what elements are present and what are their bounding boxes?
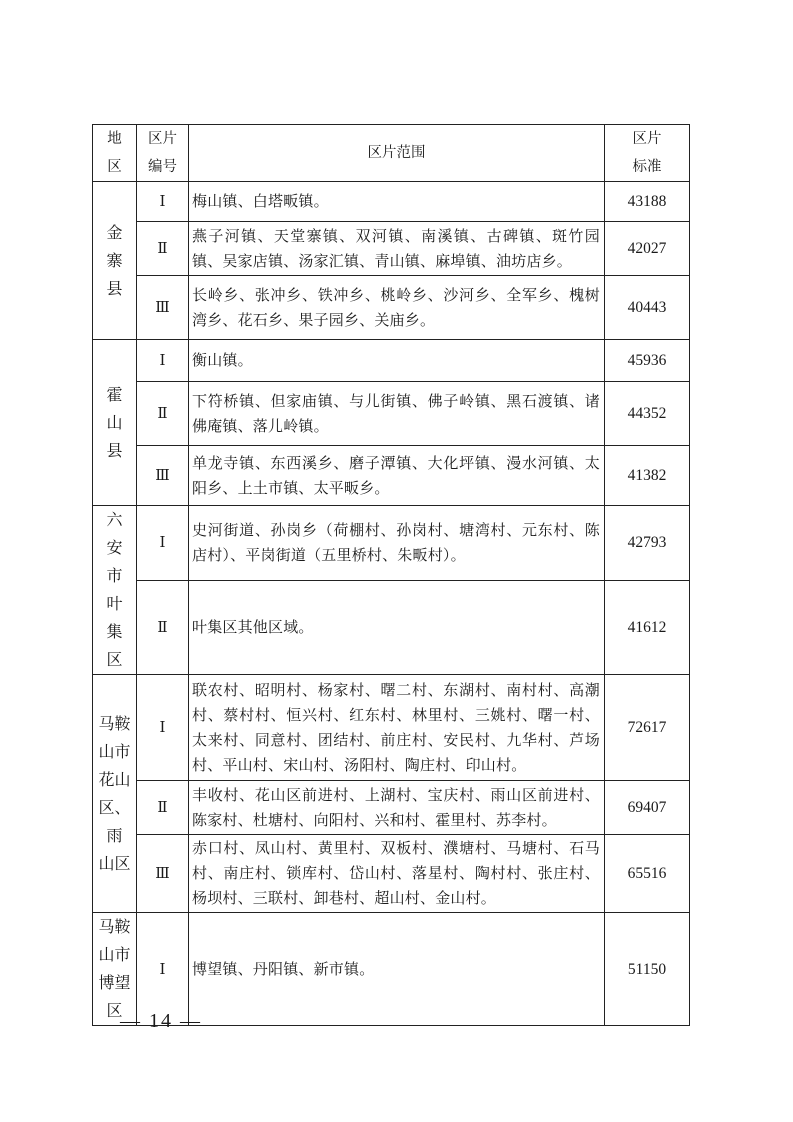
standard-cell: 72617 <box>605 675 690 781</box>
land-price-table <box>92 124 690 1026</box>
table-row <box>93 222 690 276</box>
code-cell: Ⅲ <box>137 446 189 506</box>
scope-cell: 博望镇、丹阳镇、新市镇。 <box>189 913 605 1026</box>
code-cell: Ⅰ <box>137 340 189 382</box>
standard-cell: 42027 <box>605 222 690 276</box>
scope-cell: 赤口村、凤山村、黄里村、双板村、濮塘村、马塘村、石马村、南庄村、锁库村、岱山村、落星村、陶村村、张庄村、杨坝村、三联村、卸巷村、超山村、金山村。 <box>189 835 605 913</box>
table-row <box>93 446 690 506</box>
header-code: 区片 编号 <box>137 125 189 182</box>
scope-cell: 叶集区其他区域。 <box>189 580 605 674</box>
scope-cell: 单龙寺镇、东西溪乡、磨子潭镇、大化坪镇、漫水河镇、太阳乡、上土市镇、太平畈乡。 <box>189 446 605 506</box>
table-row <box>93 835 690 913</box>
scope-cell: 联农村、昭明村、杨家村、曙二村、东湖村、南村村、高潮村、蔡村村、恒兴村、红东村、林里村、三姚村、曙一村、太来村、同意村、团结村、前庄村、安民村、九华村、芦场村、平山村、宋山村、汤阳村、陶庄村、印山村。 <box>189 675 605 781</box>
standard-cell: 41382 <box>605 446 690 506</box>
code-cell: Ⅱ <box>137 222 189 276</box>
standard-cell: 42793 <box>605 506 690 581</box>
header-region: 地 区 <box>93 125 137 182</box>
scope-cell: 丰收村、花山区前进村、上湖村、宝庆村、雨山区前进村、陈家村、杜塘村、向阳村、兴和村、霍里村、苏李村。 <box>189 781 605 835</box>
code-cell: Ⅲ <box>137 835 189 913</box>
region-cell: 金 寨 县 <box>93 182 137 340</box>
scope-cell: 燕子河镇、天堂寨镇、双河镇、南溪镇、古碑镇、斑竹园镇、吴家店镇、汤家汇镇、青山镇、麻埠镇、油坊店乡。 <box>189 222 605 276</box>
region-cell: 霍 山 县 <box>93 340 137 506</box>
scope-cell: 长岭乡、张冲乡、铁冲乡、桃岭乡、沙河乡、全军乡、槐树湾乡、花石乡、果子园乡、关庙乡。 <box>189 276 605 340</box>
code-cell: Ⅰ <box>137 182 189 222</box>
table-row <box>93 382 690 446</box>
code-cell: Ⅰ <box>137 675 189 781</box>
standard-cell: 65516 <box>605 835 690 913</box>
region-cell: 六 安 市 叶 集 区 <box>93 506 137 675</box>
table-row <box>93 276 690 340</box>
page-number: — 14 — <box>120 1010 202 1032</box>
table-row <box>93 340 690 382</box>
region-cell: 马鞍 山市 博望 区 <box>93 913 137 1026</box>
scope-cell: 史河街道、孙岗乡（荷棚村、孙岗村、塘湾村、元东村、陈店村）、平岗街道（五里桥村、朱畈村）。 <box>189 506 605 581</box>
standard-cell: 69407 <box>605 781 690 835</box>
code-cell: Ⅲ <box>137 276 189 340</box>
code-cell: Ⅰ <box>137 913 189 1026</box>
code-cell: Ⅰ <box>137 506 189 581</box>
code-cell: Ⅱ <box>137 781 189 835</box>
header-scope: 区片范围 <box>189 125 605 182</box>
header-standard: 区片 标准 <box>605 125 690 182</box>
table-row <box>93 781 690 835</box>
standard-cell: 43188 <box>605 182 690 222</box>
standard-cell: 51150 <box>605 913 690 1026</box>
standard-cell: 44352 <box>605 382 690 446</box>
table-row <box>93 182 690 222</box>
region-cell: 马鞍 山市 花山 区、雨 山区 <box>93 675 137 913</box>
code-cell: Ⅱ <box>137 382 189 446</box>
standard-cell: 45936 <box>605 340 690 382</box>
standard-cell: 40443 <box>605 276 690 340</box>
table-row <box>93 675 690 781</box>
table-row <box>93 913 690 1026</box>
scope-cell: 衡山镇。 <box>189 340 605 382</box>
header-row <box>93 125 690 182</box>
table-row <box>93 506 690 581</box>
scope-cell: 梅山镇、白塔畈镇。 <box>189 182 605 222</box>
code-cell: Ⅱ <box>137 580 189 674</box>
scope-cell: 下符桥镇、但家庙镇、与儿街镇、佛子岭镇、黑石渡镇、诸佛庵镇、落儿岭镇。 <box>189 382 605 446</box>
standard-cell: 41612 <box>605 580 690 674</box>
table-row <box>93 580 690 674</box>
